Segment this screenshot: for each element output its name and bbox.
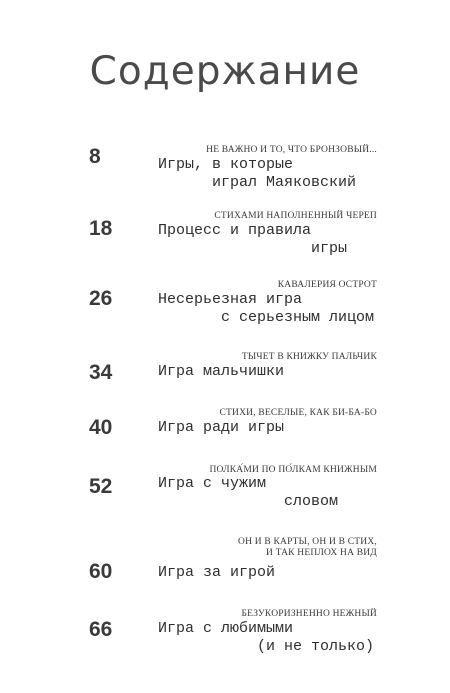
chapter-title-line: Процесс и правила xyxy=(158,222,312,239)
epigraph-line: БЕЗУКОРИЗНЕННО НЕЖНЫЙ xyxy=(241,609,377,619)
epigraph xyxy=(278,280,377,291)
epigraph-line: ТЫЧЕТ В КНИЖКУ ПАЛЬЧИК xyxy=(241,352,377,362)
epigraph-line: ОН И В КАРТЫ, ОН И В СТИХ, xyxy=(238,537,377,547)
chapter-title-line: Игра с чужим xyxy=(158,475,267,492)
epigraph-line: ПОЛКА́МИ ПО ПО́ЛКАМ КНИЖНЫМ xyxy=(209,465,377,475)
epigraph xyxy=(220,408,378,419)
chapter-title-line: с серьезным лицом xyxy=(221,309,375,326)
chapter-title-line: словом xyxy=(284,493,339,510)
chapter-title-line: Игра с любимыми xyxy=(158,620,294,637)
page-number: 34 xyxy=(89,361,113,384)
page-number: 66 xyxy=(89,618,113,641)
chapter-title-line: Игра мальчишки xyxy=(158,363,285,380)
page-number: 8 xyxy=(89,145,101,168)
epigraph-line: СТИХАМИ НАПОЛНЕННЫЙ ЧЕРЕП xyxy=(214,211,377,221)
page-number: 26 xyxy=(89,287,113,310)
chapter-title-line: Несерьезная игра xyxy=(158,291,303,308)
chapter-title-line: игры xyxy=(311,240,348,257)
page-title: Содержание xyxy=(89,49,361,94)
page-number: 60 xyxy=(89,560,113,583)
page-number: 52 xyxy=(89,475,113,498)
chapter-title-line: Игра за игрой xyxy=(158,564,276,581)
epigraph-line: НЕ ВАЖНО И ТО, ЧТО БРОНЗОВЫЙ... xyxy=(206,145,377,155)
epigraph xyxy=(242,352,377,363)
epigraph-line: СТИХИ, ВЕСЕЛЫЕ, КАК БИ-БА-БО xyxy=(219,408,377,418)
epigraph-line: КАВАЛЕРИЯ ОСТРОТ xyxy=(277,280,377,290)
epigraph xyxy=(214,211,377,222)
epigraph-line: И ТАК НЕПЛОХ НА ВИД xyxy=(265,548,377,558)
epigraph xyxy=(242,609,378,620)
epigraph xyxy=(206,145,377,156)
epigraph xyxy=(238,537,377,559)
page-number: 18 xyxy=(89,217,113,240)
chapter-title-line: (и не только) xyxy=(257,638,375,655)
chapter-title-line: Игра ради игры xyxy=(158,419,285,436)
page-number: 40 xyxy=(89,416,113,439)
chapter-title-line: Игры, в которые xyxy=(158,156,294,173)
chapter-title-line: играл Маяковский xyxy=(212,174,357,191)
